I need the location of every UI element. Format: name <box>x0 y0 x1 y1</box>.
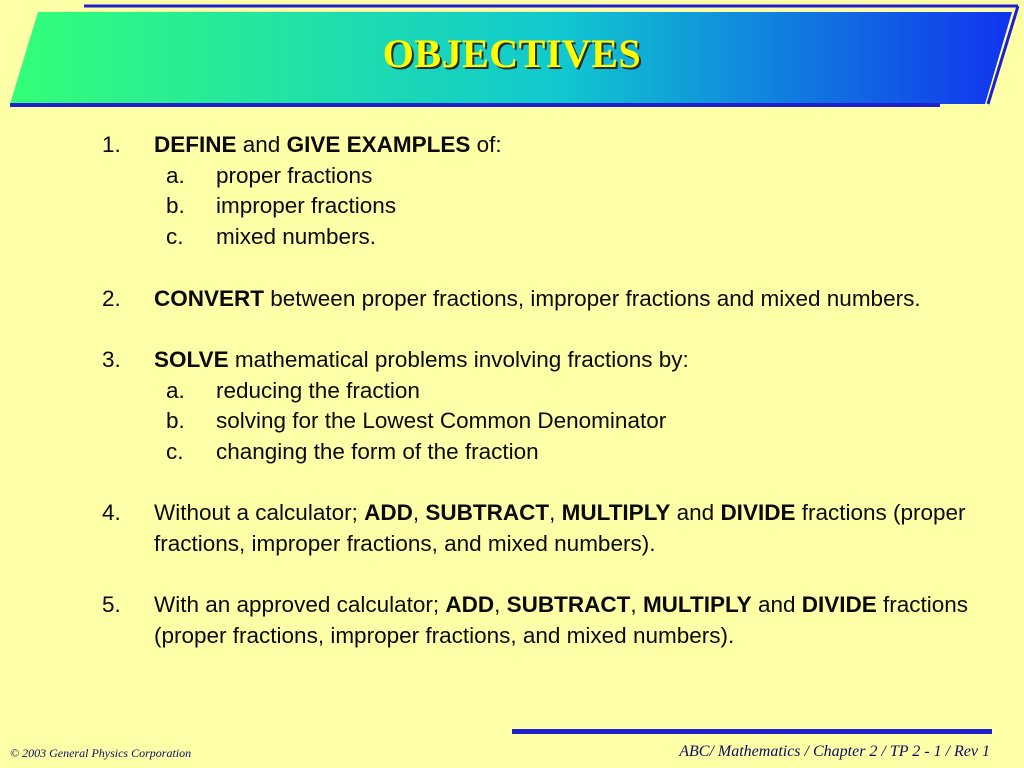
objective-keyword: ADD <box>364 500 413 526</box>
objectives-list <box>102 130 982 683</box>
objective-text-part: fractions (proper fractions, improper fractions, and mixed numbers). <box>154 500 966 557</box>
subitem-text: improper fractions <box>216 193 397 219</box>
objective-subitem <box>154 161 982 192</box>
objective-text-part: of: <box>470 132 502 157</box>
objective-item <box>102 345 982 468</box>
objective-keyword: GIVE EXAMPLES <box>286 132 471 157</box>
objective-keyword: SUBTRACT <box>425 500 550 526</box>
objective-item <box>102 498 982 559</box>
objective-keyword: MULTIPLY <box>642 592 752 618</box>
objective-keyword: SUBTRACT <box>506 592 631 618</box>
subitem-text: mixed numbers. <box>216 224 377 250</box>
objective-number: 3. <box>102 346 121 372</box>
objective-text <box>154 345 982 376</box>
objective-number: 2. <box>102 285 121 311</box>
objective-subitem <box>154 222 982 253</box>
subitem-text: reducing the fraction <box>216 377 420 403</box>
objective-text-part: Without a calculator; <box>154 500 365 526</box>
document-reference: ABC/ Mathematics / Chapter 2 / TP 2 - 1 / Rev 1 <box>679 743 990 760</box>
subitem-letter: b. <box>166 193 185 219</box>
objective-subitem <box>154 437 982 468</box>
objective-number: 1. <box>102 132 121 157</box>
objective-number: 4. <box>102 500 121 526</box>
subitem-letter: a. <box>166 377 185 403</box>
objective-keyword: DIVIDE <box>720 500 796 526</box>
objective-text <box>154 590 982 651</box>
objective-text <box>154 284 982 315</box>
objective-number: 5. <box>102 592 121 618</box>
objective-keyword: ADD <box>445 592 495 618</box>
objective-text-part: between proper fractions, improper fractions and mixed numbers. <box>264 285 921 311</box>
objective-subitem <box>154 376 982 407</box>
objective-item <box>102 590 982 651</box>
objective-text-part: , <box>630 592 643 618</box>
objective-subitem <box>154 406 982 437</box>
objective-keyword: DEFINE <box>154 132 237 157</box>
objective-keyword: MULTIPLY <box>561 500 671 526</box>
objective-text-part: With an approved calculator; <box>154 592 446 618</box>
objective-text-part: and <box>236 132 287 157</box>
subitem-letter: a. <box>166 162 185 188</box>
objective-text-part: mathematical problems involving fractions by: <box>228 346 689 372</box>
copyright-text: © 2003 General Physics Corporation <box>10 746 192 760</box>
subitem-letter: b. <box>166 408 185 434</box>
objective-keyword: DIVIDE <box>801 592 877 618</box>
footer-divider <box>512 729 992 734</box>
objective-subitem <box>154 191 982 222</box>
subitem-text: changing the form of the fraction <box>216 439 539 464</box>
objective-keyword: CONVERT <box>154 285 265 311</box>
objective-text <box>154 498 982 559</box>
objective-item <box>102 130 982 253</box>
subitem-letter: c. <box>166 439 184 464</box>
objective-text-part: fractions (proper fractions, improper fractions, and mixed numbers). <box>154 592 969 649</box>
subitem-text: proper fractions <box>216 162 373 188</box>
slide-title: OBJECTIVES <box>382 31 642 76</box>
objective-text-part: and <box>670 500 721 526</box>
objective-item <box>102 284 982 315</box>
objective-text <box>154 130 982 161</box>
subitem-text: solving for the Lowest Common Denominator <box>216 408 667 434</box>
objective-keyword: SOLVE <box>154 346 229 372</box>
subitem-letter: c. <box>166 224 184 250</box>
objective-text-part: , <box>549 500 562 526</box>
objective-text-part: , <box>412 500 426 526</box>
objective-text-part: and <box>751 592 802 618</box>
objective-text-part: , <box>494 592 507 618</box>
